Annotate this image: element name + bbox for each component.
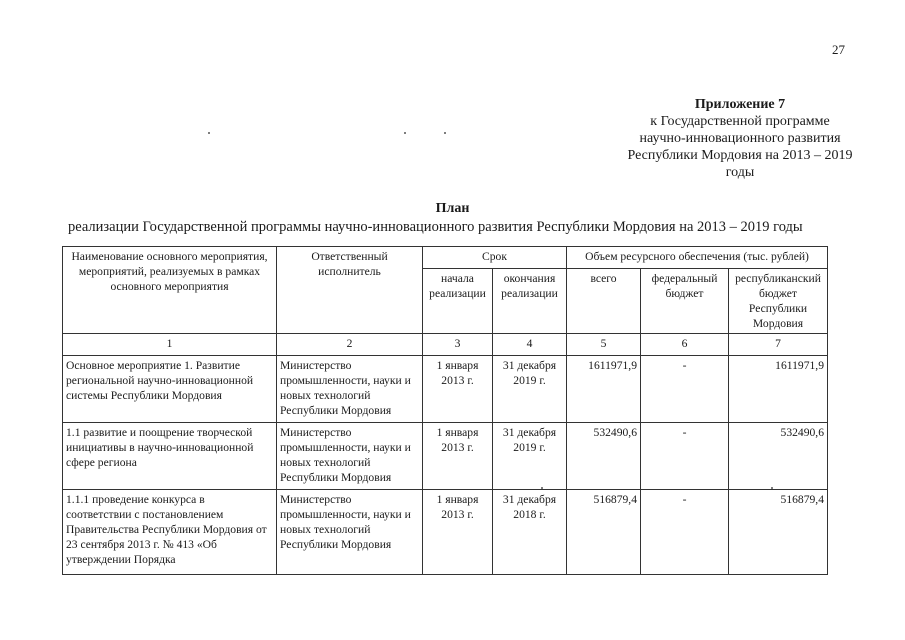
header-name: Наименование основного мероприятия, мероприятий, реализуемых в рамках основного мероприятия (63, 247, 277, 334)
table-row (63, 423, 828, 490)
header-total: всего (567, 269, 641, 334)
row-republican: 532490,6 (729, 423, 828, 490)
plan-table (62, 246, 828, 575)
row-republican: 1611971,9 (729, 356, 828, 423)
row-end: 31 декабря 2019 г. (493, 423, 567, 490)
scan-speck (208, 132, 210, 134)
appendix-block (560, 96, 905, 181)
appendix-line-2: научно-инновационного развития (639, 131, 841, 146)
plan-title: План (435, 201, 470, 216)
plan-subtitle: реализации Государственной программы научно-инновационного развития Республики Мордовия на 2013 – 2019 годы (68, 219, 803, 235)
col-number: 2 (277, 334, 423, 356)
row-total: 532490,6 (567, 423, 641, 490)
appendix-title: Приложение 7 (694, 97, 786, 112)
row-executor: Министерство промышленности, науки и новых технологий Республики Мордовия (277, 356, 423, 423)
col-number: 3 (423, 334, 493, 356)
row-end: 31 декабря 2019 г. (493, 356, 567, 423)
row-start: 1 января 2013 г. (423, 356, 493, 423)
header-federal: федеральный бюджет (641, 269, 729, 334)
row-executor: Министерство промышленности, науки и новых технологий Республики Мордовия (277, 423, 423, 490)
row-name: 1.1 развитие и поощрение творческой инициативы в научно-инновационной сфере региона (63, 423, 277, 490)
scan-speck (444, 132, 446, 134)
col-number: 7 (729, 334, 828, 356)
row-end: 31 декабря 2018 г. (493, 490, 567, 575)
header-row-1 (63, 247, 828, 269)
row-start: 1 января 2013 г. (423, 423, 493, 490)
header-resources: Объем ресурсного обеспечения (тыс. рублей) (567, 247, 828, 269)
col-number: 4 (493, 334, 567, 356)
row-total: 516879,4 (567, 490, 641, 575)
col-number: 1 (63, 334, 277, 356)
scan-speck (541, 487, 543, 489)
header-republican: республиканский бюджет Республики Мордовия (729, 269, 828, 334)
row-name: Основное мероприятие 1. Развитие региональной научно-инновационной системы Республики Мордовия (63, 356, 277, 423)
page-number: 27 (832, 42, 845, 57)
appendix-line-1: к Государственной программе (650, 114, 830, 129)
row-republican: 516879,4 (729, 490, 828, 575)
appendix-line-3: Республики Мордовия на 2013 – 2019 (627, 148, 853, 163)
table-row (63, 356, 828, 423)
col-number: 6 (641, 334, 729, 356)
header-term-start: начала реализации (423, 269, 493, 334)
appendix-line-4: годы (725, 165, 755, 180)
row-total: 1611971,9 (567, 356, 641, 423)
header-term: Срок (423, 247, 567, 269)
col-number: 5 (567, 334, 641, 356)
row-federal: - (641, 423, 729, 490)
row-federal: - (641, 490, 729, 575)
row-start: 1 января 2013 г. (423, 490, 493, 575)
row-executor: Министерство промышленности, науки и новых технологий Республики Мордовия (277, 490, 423, 575)
column-number-row (63, 334, 828, 356)
scan-speck (404, 132, 406, 134)
row-name: 1.1.1 проведение конкурса в соответствии с постановлением Правительства Республики Мордовия от 23 сентября 2013 г. № 413 «Об утверждении Порядка (63, 490, 277, 575)
scan-speck (771, 487, 773, 489)
header-executor: Ответственный исполнитель (277, 247, 423, 334)
table-row (63, 490, 828, 575)
row-federal: - (641, 356, 729, 423)
header-term-end: окончания реализации (493, 269, 567, 334)
